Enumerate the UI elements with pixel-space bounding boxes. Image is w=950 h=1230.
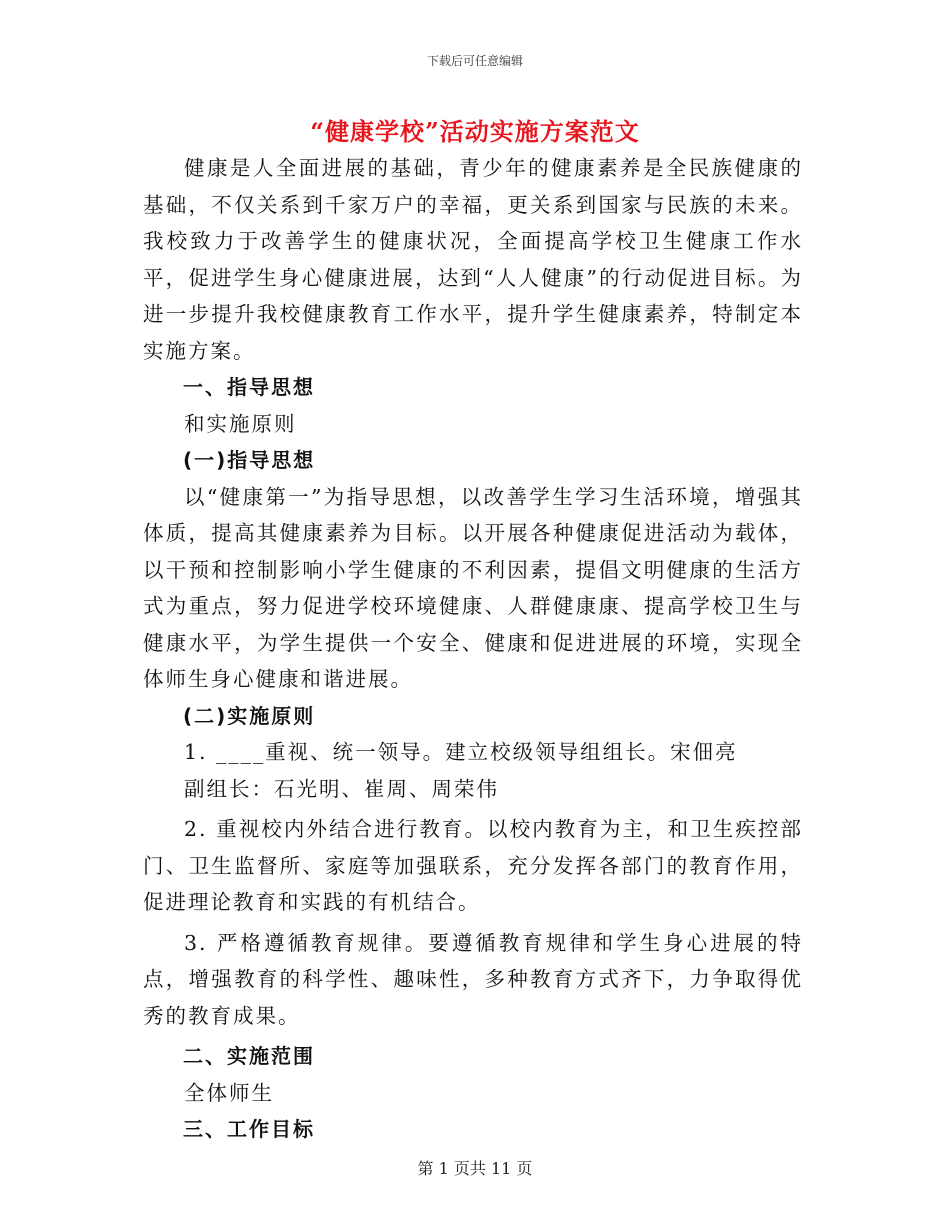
- section-heading-guiding-ideology: 一、指导思想: [183, 375, 315, 399]
- page-header-note: 下载后可任意编辑: [426, 54, 523, 68]
- intro-paragraph: 健康是人全面进展的基础，青少年的健康素养是全民族健康的基础，不仅关系到千家万户的幸福，更关系到国家与民族的未来。我校致力于改善学生的健康状况，全面提高学校卫生健康工作水平，促进学生身心健康进展，达到“人人健康”的行动促进目标。为进一步提升我校健康教育工作水平，提升学生健康素养，特制定本实施方案。: [143, 156, 803, 363]
- document-body: [143, 150, 803, 1148]
- section-heading-scope: 二、实施范围: [183, 1044, 315, 1068]
- deputy-leaders-line: 副组长：石光明、崔周、周荣伟: [184, 776, 499, 801]
- principle-item-1: 1. ____重视、统一领导。建立校级领导组组长。宋佃亮: [184, 740, 738, 764]
- subsection-heading-principles: (二)实施原则: [183, 703, 316, 728]
- document-title: “健康学校”活动实施方案范文: [310, 117, 640, 146]
- section-heading-goals: 三、工作目标: [183, 1117, 315, 1141]
- principle-item-2: 2. 重视校内外结合进行教育。以校内教育为主，和卫生疾控部门、卫生监督所、家庭等加强联系，充分发挥各部门的教育作用，促进理论教育和实践的有机结合。: [143, 817, 803, 914]
- section-heading-continuation: 和实施原则: [184, 411, 297, 436]
- scope-paragraph: 全体师生: [184, 1080, 274, 1105]
- guiding-ideology-paragraph: 以“健康第一”为指导思想，以改善学生学习生活环境，增强其体质，提高其健康素养为目标。以开展各种健康促进活动为载体，以干预和控制影响小学生健康的不利因素，提倡文明健康的生活方式为重点，努力促进学校环境健康、人群健康康、提高学校卫生与健康水平，为学生提供一个安全、健康和促进进展的环境，实现全体师生身心健康和谐进展。: [143, 484, 803, 691]
- subsection-heading-guiding-ideology: (一)指导思想: [183, 448, 316, 472]
- principle-item-3: 3. 严格遵循教育规律。要遵循教育规律和学生身心进展的特点，增强教育的科学性、趣味性，多种教育方式齐下，力争取得优秀的教育成果。: [143, 930, 803, 1028]
- page-number-footer: 第 1 页共 11 页: [417, 1159, 533, 1178]
